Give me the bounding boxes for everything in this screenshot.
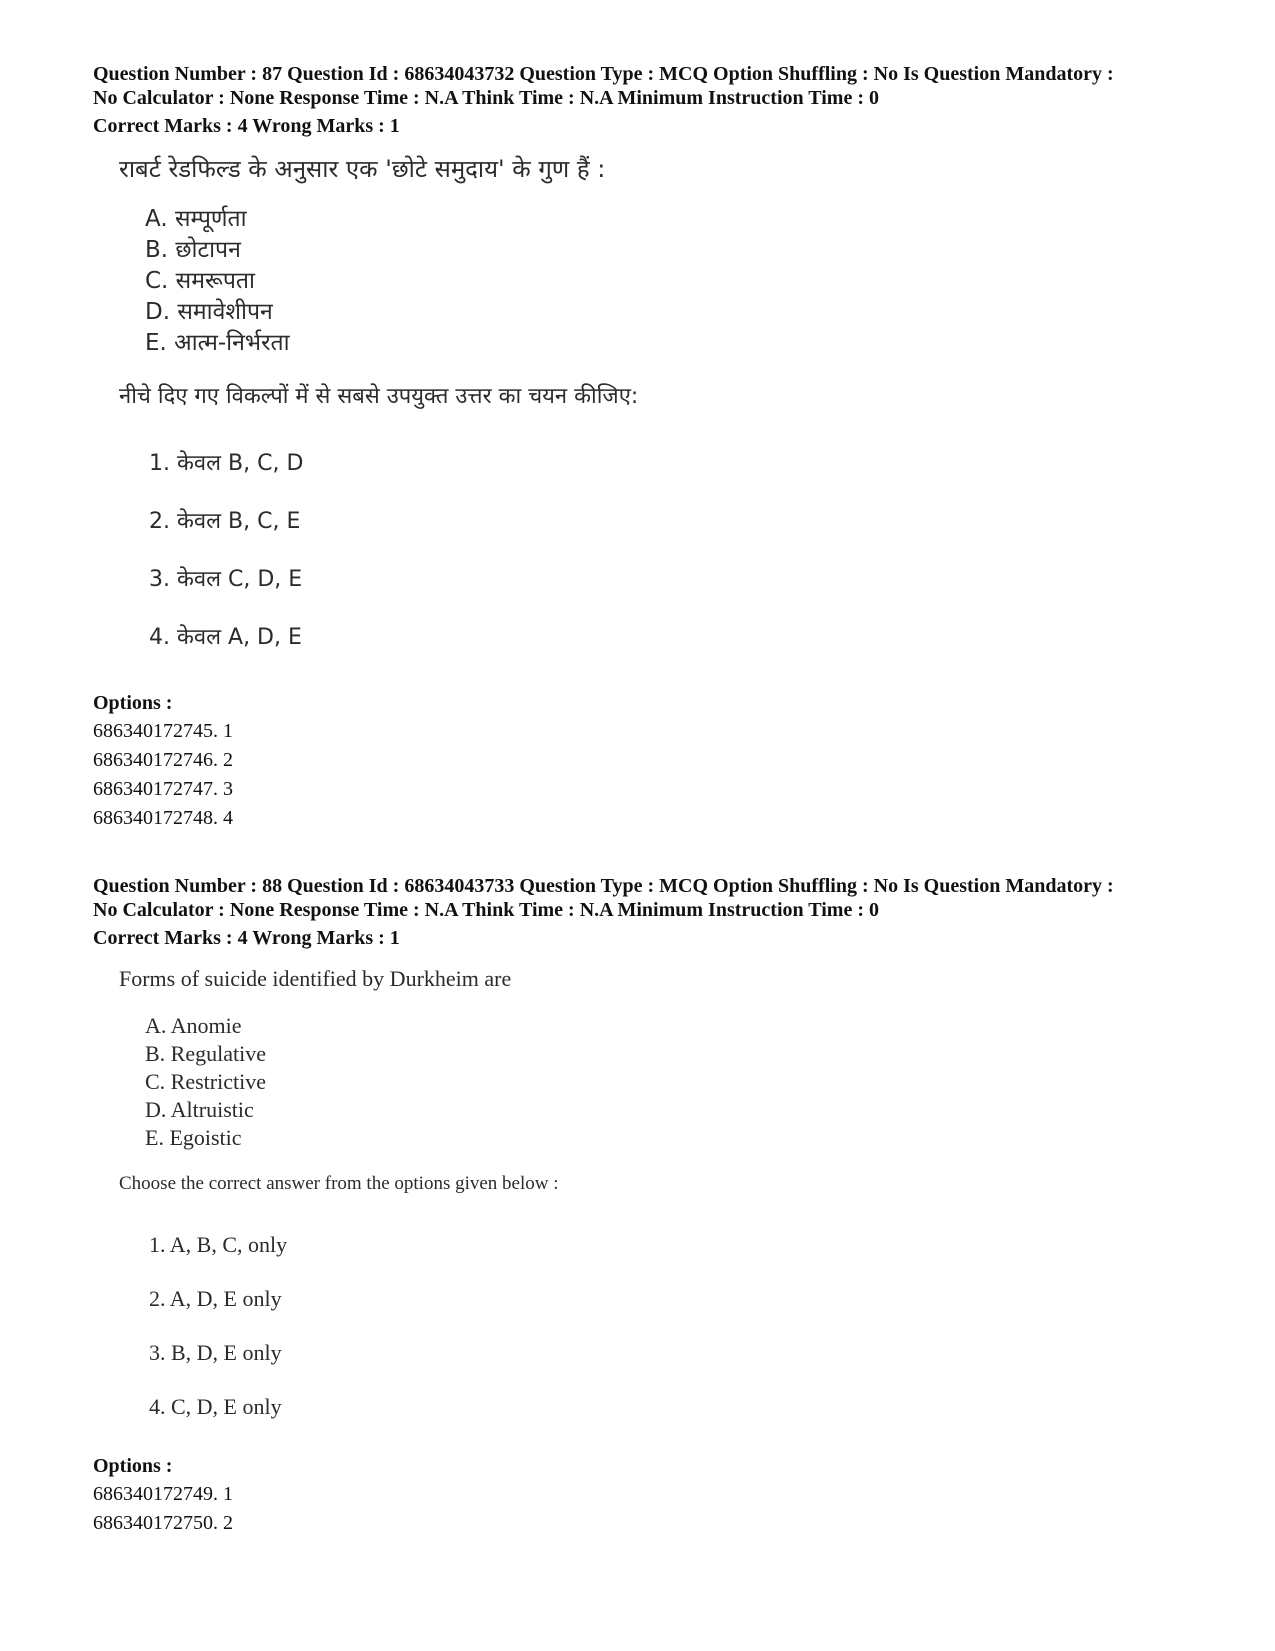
question-instruction: नीचे दिए गए विकल्पों में से सबसे उपयुक्त उत्तर का चयन कीजिए: xyxy=(119,384,639,409)
option-item: 686340172747. 3 xyxy=(93,778,233,800)
option-item: 686340172746. 2 xyxy=(93,749,233,771)
options-list xyxy=(93,717,1213,833)
options-list xyxy=(93,1480,1213,1538)
answer-choice: 2. केवल B, C, E xyxy=(149,509,301,534)
statement-list xyxy=(145,1012,1213,1152)
answer-choice: 4. केवल A, D, E xyxy=(149,625,302,650)
answer-choice: 4. C, D, E only xyxy=(149,1394,282,1419)
statement-item: B. छोटापन xyxy=(145,237,241,263)
question-meta-line-1: Question Number : 88 Question Id : 68634043733 Question Type : MCQ Option Shuffling : No Is Question Mandatory : xyxy=(93,875,1114,897)
question-body xyxy=(119,964,1213,1434)
answer-choice: 1. केवल B, C, D xyxy=(149,451,304,476)
statement-item: B. Regulative xyxy=(145,1041,266,1066)
statement-item: E. आत्म-निर्भरता xyxy=(145,330,290,356)
option-item: 686340172748. 4 xyxy=(93,807,233,829)
answer-choice: 1. A, B, C, only xyxy=(149,1232,288,1257)
options-heading: Options : xyxy=(93,1455,173,1477)
statement-item: D. समावेशीपन xyxy=(145,299,273,325)
question-stem: राबर्ट रेडफिल्ड के अनुसार एक 'छोटे समुदाय' के गुण हैं : xyxy=(119,155,606,183)
answer-choice: 2. A, D, E only xyxy=(149,1286,282,1311)
statement-item: C. समरूपता xyxy=(145,268,255,294)
question-meta-line-2: No Calculator : None Response Time : N.A Think Time : N.A Minimum Instruction Time : 0 xyxy=(93,87,879,109)
statement-list xyxy=(145,204,1213,359)
question-meta-line-1: Question Number : 87 Question Id : 68634043732 Question Type : MCQ Option Shuffling : No Is Question Mandatory : xyxy=(93,63,1114,85)
statement-item: C. Restrictive xyxy=(145,1069,266,1094)
answer-choice: 3. केवल C, D, E xyxy=(149,567,303,592)
question-marks: Correct Marks : 4 Wrong Marks : 1 xyxy=(93,927,400,949)
statement-item: E. Egoistic xyxy=(145,1125,242,1150)
question-instruction: Choose the correct answer from the options given below : xyxy=(119,1173,559,1194)
statement-item: D. Altruistic xyxy=(145,1097,254,1122)
statement-item: A. Anomie xyxy=(145,1013,242,1038)
statement-item: A. सम्पूर्णता xyxy=(145,206,247,232)
question-87 xyxy=(93,62,1213,833)
answer-choice: 3. B, D, E only xyxy=(149,1340,282,1365)
option-item: 686340172750. 2 xyxy=(93,1512,233,1534)
answer-choice-list xyxy=(149,1218,1213,1434)
question-stem: Forms of suicide identified by Durkheim are xyxy=(119,966,512,991)
options-heading: Options : xyxy=(93,692,173,714)
question-88 xyxy=(93,874,1213,1538)
question-meta-line-2: No Calculator : None Response Time : N.A Think Time : N.A Minimum Instruction Time : 0 xyxy=(93,899,879,921)
question-marks: Correct Marks : 4 Wrong Marks : 1 xyxy=(93,115,400,137)
option-item: 686340172749. 1 xyxy=(93,1483,233,1505)
answer-choice-list xyxy=(149,435,1213,667)
option-item: 686340172745. 1 xyxy=(93,720,233,742)
question-body xyxy=(119,152,1213,667)
